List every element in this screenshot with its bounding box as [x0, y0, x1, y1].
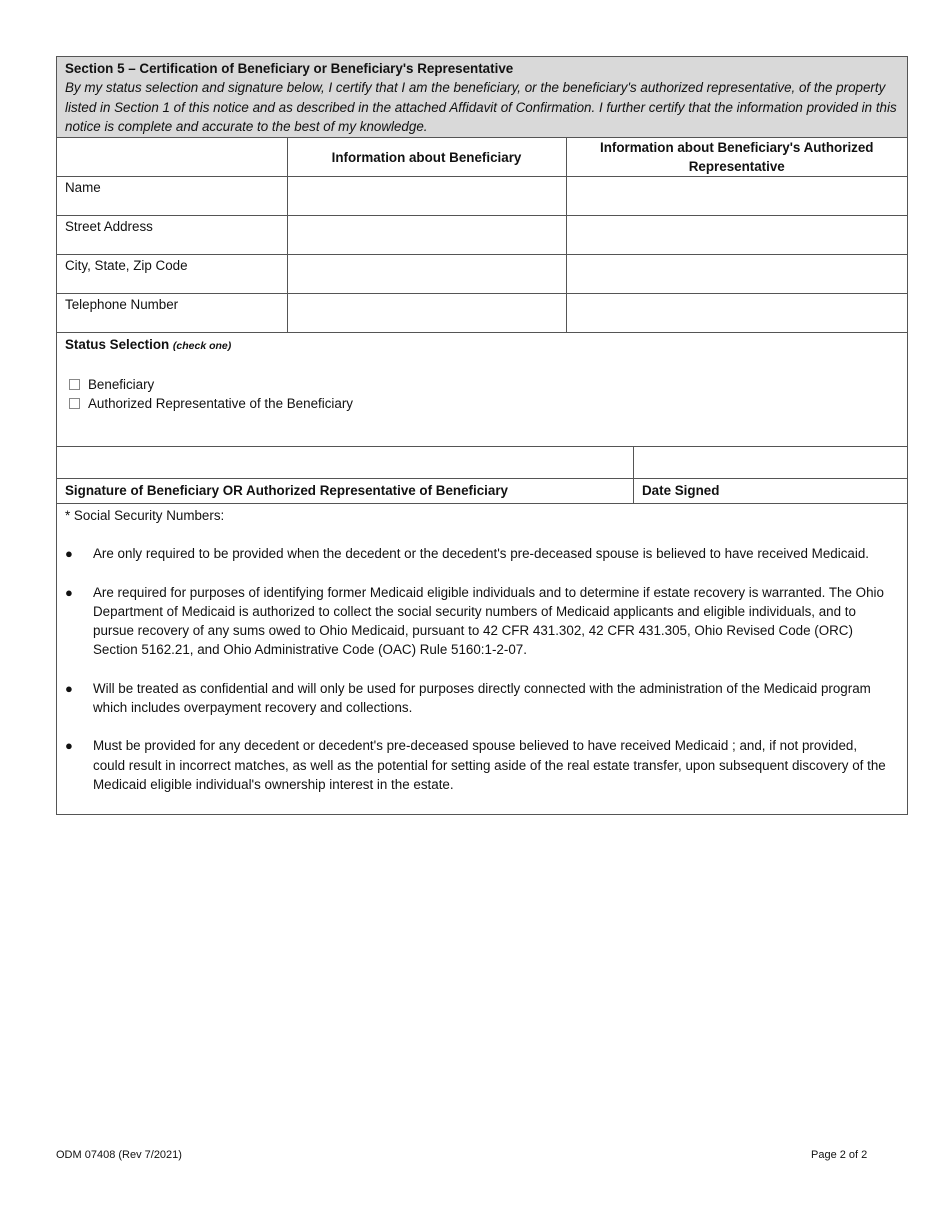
signature-label-row — [57, 479, 907, 504]
beneficiary-phone-field[interactable] — [287, 294, 566, 333]
list-item — [65, 544, 899, 563]
list-item — [65, 583, 899, 660]
bullet-icon: ● — [65, 680, 73, 696]
bullet-icon: ● — [65, 738, 73, 754]
row-label-city: City, State, Zip Code — [57, 255, 287, 294]
row-label-name: Name — [57, 177, 287, 216]
status-note: (check one) — [172, 340, 232, 353]
date-signed-label: Date Signed — [642, 483, 720, 499]
table-header-label — [57, 138, 287, 177]
beneficiary-name-field[interactable] — [287, 177, 566, 216]
row-label-phone: Telephone Number — [57, 294, 287, 333]
status-option-beneficiary[interactable] — [65, 375, 899, 395]
representative-checkbox[interactable] — [69, 398, 80, 409]
representative-option-label: Authorized Representative of the Beneficiary — [88, 396, 353, 412]
beneficiary-checkbox[interactable] — [69, 379, 80, 390]
signature-field[interactable] — [57, 447, 634, 478]
table-row-street — [57, 216, 907, 255]
ssn-bullet-text: Must be provided for any decedent or decedent's pre-deceased spouse believed to have received Medicaid ; and, if not provided, could result in incorrect matches, as well as the potential for setting aside of the real estate transfer, upon subsequent discovery of the Medicaid eligible individual's ownership interest in the estate. — [93, 738, 886, 792]
beneficiary-street-field[interactable] — [287, 216, 566, 255]
page-number: Page 2 of 2 — [811, 1149, 868, 1161]
status-title: Status Selection — [65, 337, 170, 353]
signature-label: Signature of Beneficiary OR Authorized Representative of Beneficiary — [57, 479, 634, 503]
table-header-row — [57, 138, 907, 177]
row-label-street: Street Address — [57, 216, 287, 255]
beneficiary-city-field[interactable] — [287, 255, 566, 294]
status-option-representative[interactable] — [65, 394, 899, 414]
section-title: Section 5 – Certification of Beneficiary or Beneficiary's Representative — [65, 61, 514, 76]
representative-name-field[interactable] — [566, 177, 907, 216]
form-id: ODM 07408 (Rev 7/2021) — [56, 1149, 182, 1161]
table-row-name — [57, 177, 907, 216]
representative-phone-field[interactable] — [566, 294, 907, 333]
ssn-bullet-text: Are required for purposes of identifying former Medicaid eligible individuals and to determine if estate recovery is warranted. The Ohio Department of Medicaid is authorized to collect the social security numbers of Medicaid applicants and eligible individuals, and to pursue recovery of any sums owed to Ohio Medicaid, pursuant to 42 CFR 431.302, 42 CFR 431.305, Ohio Revised Code (ORC) Section 5162.21, and Ohio Administrative Code (OAC) Rule 5160:1-2-07. — [93, 584, 884, 658]
ssn-section — [57, 504, 907, 814]
signature-input-row — [57, 447, 907, 479]
status-selection — [57, 333, 907, 447]
table-row-phone — [57, 294, 907, 333]
certification-text: By my status selection and signature below, I certify that I am the beneficiary, or the beneficiary's authorized representative, of the property listed in Section 1 of this notice and as described in the attached Affidavit of Confirmation. I further certify that the information provided in this notice is complete and accurate to the best of my knowledge. — [65, 80, 897, 134]
section-header — [57, 57, 907, 138]
ssn-bullet-text: Will be treated as confidential and will only be used for purposes directly connected with the administration of the Medicaid program which includes overpayment recovery and collections. — [93, 680, 871, 715]
list-item — [65, 679, 899, 717]
bullet-icon: ● — [65, 584, 73, 600]
beneficiary-info-table — [57, 138, 907, 333]
ssn-bullet-text: Are only required to be provided when the decedent or the decedent's pre-deceased spouse is believed to have received Medicaid. — [93, 546, 869, 562]
certification-form — [56, 56, 908, 815]
table-header-beneficiary: Information about Beneficiary — [287, 138, 566, 177]
representative-city-field[interactable] — [566, 255, 907, 294]
list-item — [65, 736, 899, 794]
table-row-city — [57, 255, 907, 294]
date-signed-field[interactable] — [634, 447, 907, 478]
beneficiary-option-label: Beneficiary — [88, 376, 155, 392]
table-header-representative: Information about Beneficiary's Authorized Representative — [566, 138, 907, 177]
ssn-title: * Social Security Numbers: — [65, 508, 225, 524]
bullet-icon: ● — [65, 546, 73, 562]
representative-street-field[interactable] — [566, 216, 907, 255]
